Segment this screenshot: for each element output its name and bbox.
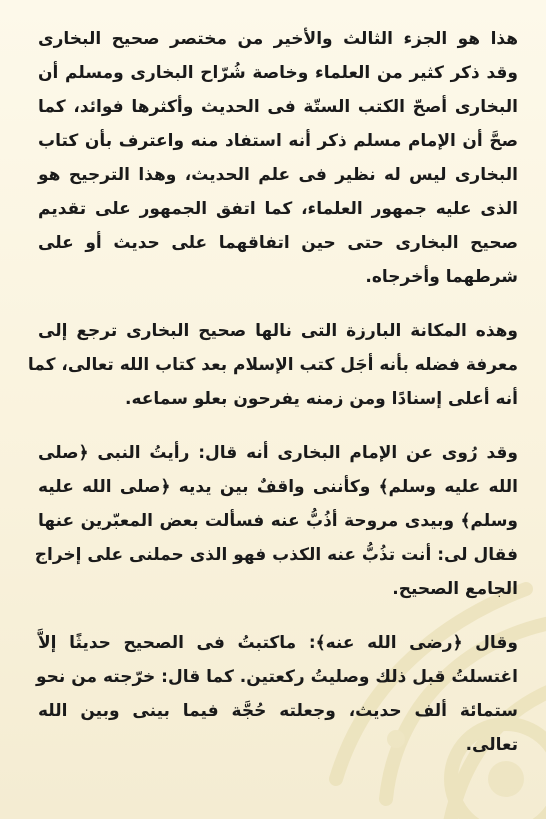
text-line: وهذه المكانة البارزة التى نالها صحيح البخارى ترجع إلى [38, 321, 518, 341]
text-line: معرفة فضله بأنه أجَل كتب الإسلام بعد كتاب الله تعالى، كما [27, 355, 518, 375]
page-text [27, 22, 518, 782]
text-line: صحَّ أن الإمام مسلم ذكر أنه استفاد منه واعترف بأن كتاب [38, 131, 518, 151]
text-line: البخارى ليس له نظير فى علم الحديث، وهذا الترجيح هو [38, 165, 518, 185]
text-line: الله عليه وسلم﴾ وكأننى واقفٌ بين يديه ﴿صلى الله عليه [38, 477, 518, 497]
text-line: صحيح البخارى حتى حين اتفاقهما على حديث أو على [38, 233, 518, 253]
text-line: أنه أعلى إسنادًا ومن زمنه يفرحون بعلو سماعه. [125, 389, 518, 409]
paragraph-4 [35, 626, 518, 762]
text-line: الذى عليه جمهور العلماء، كما اتفق الجمهور على تقديم [38, 199, 518, 219]
text-line: البخارى أصحّ الكتب الستّة فى الحديث وأكثرها فوائد، كما [38, 97, 518, 117]
text-line: شرطهما وأخرجاه. [365, 267, 518, 287]
paragraph-2 [27, 314, 518, 416]
text-line: ستمائة ألف حديث، وجعلته حُجَّة فيما بينى وبين الله [38, 701, 518, 721]
text-line: وقد رُوى عن الإمام البخارى أنه قال: رأيتُ النبى ﴿صلى [38, 443, 518, 463]
text-line: اغتسلتُ قبل ذلك وصليتُ ركعتين. كما قال: خرّجته من نحو [35, 667, 518, 687]
text-line: هذا هو الجزء الثالث والأخير من مختصر صحيح البخارى [38, 29, 518, 49]
text-line: وقال ﴿رضى الله عنه﴾: ماكتبتُ فى الصحيح حديثًا إلاَّ [38, 633, 518, 653]
text-line: الجامع الصحيح. [392, 579, 518, 599]
text-line: تعالى. [465, 735, 518, 755]
text-line: وسلم﴾ وبيدى مروحة أذُبُّ عنه فسألت بعض المعبّرين عنها [38, 511, 518, 531]
paragraph-1 [38, 22, 518, 294]
text-line: فقال لى: أنت تذُبُّ عنه الكذب فهو الذى حملنى على إخراج [34, 545, 518, 565]
paragraph-3 [34, 436, 518, 606]
text-line: وقد ذكر كثير من العلماء وخاصة شُرّاح البخارى ومسلم أن [38, 63, 518, 83]
